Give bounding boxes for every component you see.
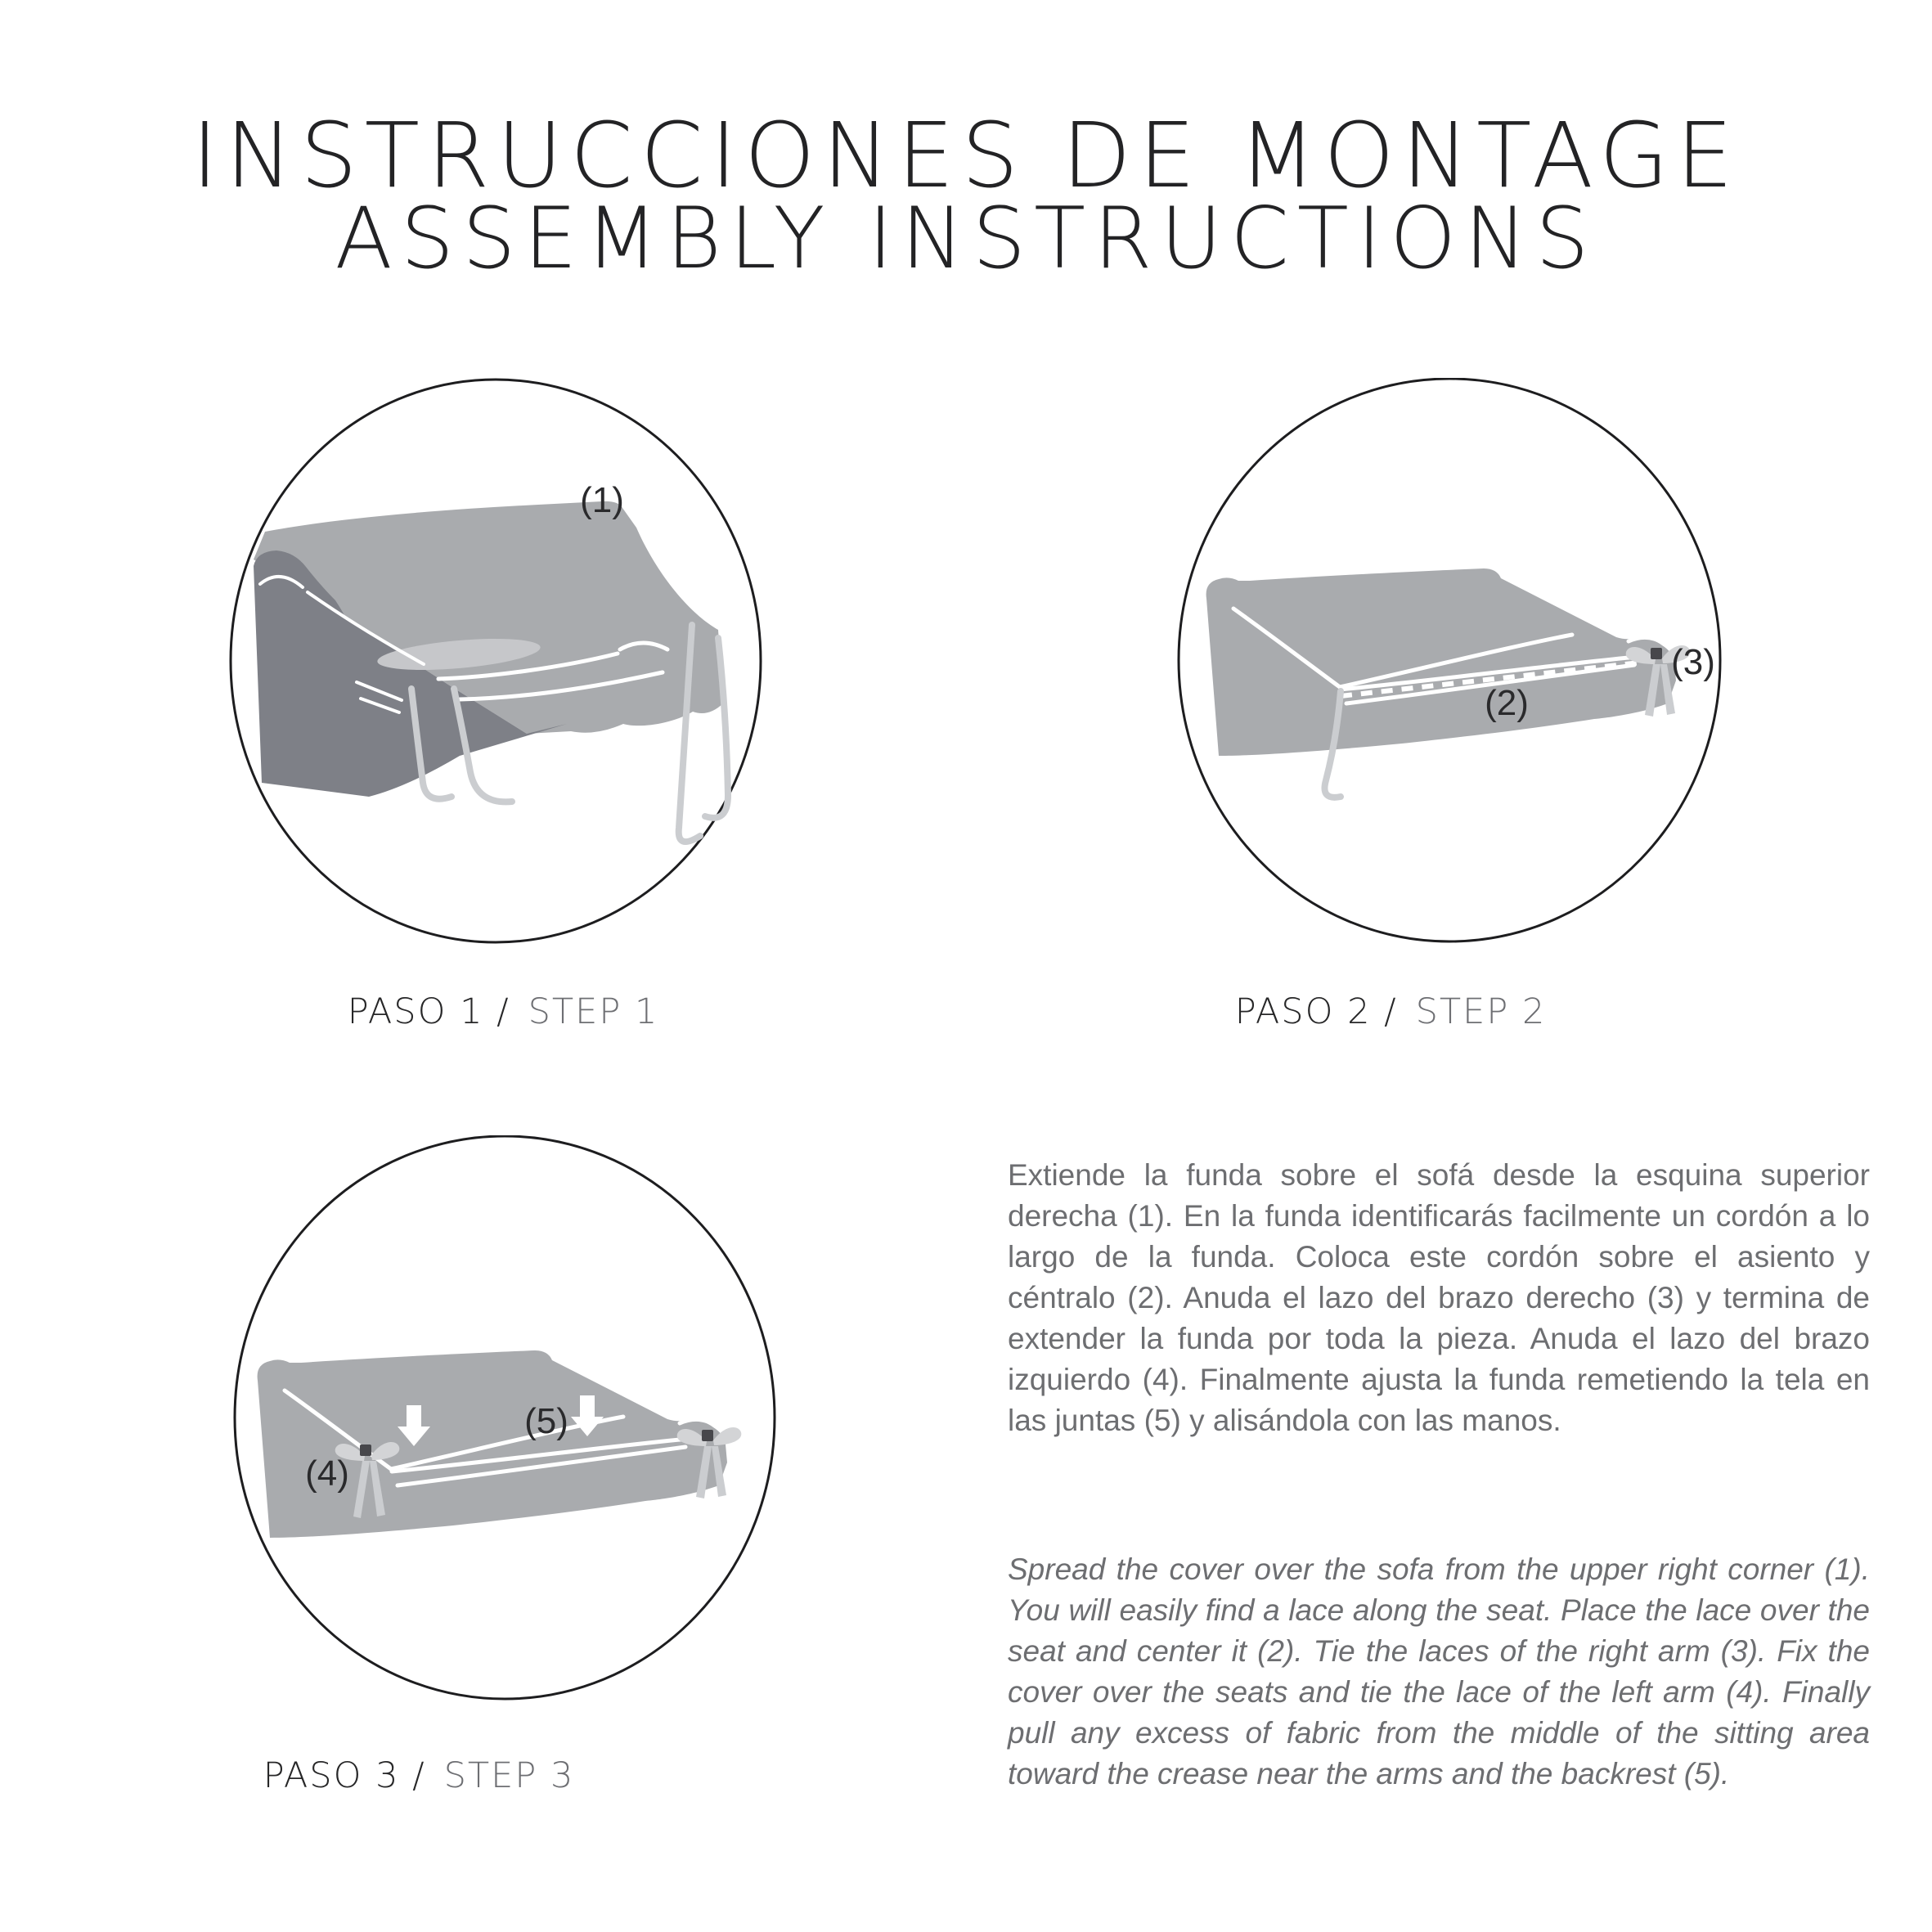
callout-4: (4) (305, 1453, 349, 1494)
caption-paso-3: PASO 3 / (263, 1755, 426, 1796)
caption-step-label-3: STEP 3 (443, 1755, 575, 1796)
caption-step-3 (133, 1755, 705, 1796)
instructions-english: Spread the cover over the sofa from the upper right corner (1). You will easily find a lace along the seat. Place the lace over the seat and center it (2). Tie the laces of the right arm (3). Fix the cover over the seats and tie the lace of the left arm (4). Finally pull any excess of fabric from the middle of the sitting area toward the crease near the arms and the backrest (5). (1008, 1552, 1870, 1790)
step-1-illustration (211, 378, 775, 944)
figure-step-3 (222, 1135, 787, 1701)
instructions-spanish: Extiende la funda sobre el sofá desde la esquina superior derecha (1). En la funda identificarás facilmente un cordón a lo largo de la funda. Coloca este cordón sobre el asiento y céntralo (2). Anuda el lazo del brazo derecho (3) y termina de extender la funda por toda la pieza. Anuda el lazo del brazo izquierdo (4). Finalmente ajusta la funda remetiendo la tela en las juntas (5) y alisándola con las manos. (1008, 1158, 1870, 1437)
caption-paso-2: PASO 2 / (1234, 991, 1398, 1032)
figure-step-2 (1176, 378, 1741, 944)
page-title-spanish: INSTRUCCIONES DE MONTAGE (191, 103, 1741, 208)
step-3-illustration (222, 1135, 787, 1701)
callout-3: (3) (1671, 642, 1715, 682)
callout-1: (1) (580, 480, 624, 520)
callout-2: (2) (1485, 683, 1529, 723)
caption-paso-1: PASO 1 / (347, 991, 510, 1032)
page-title-english: ASSEMBLY INSTRUCTIONS (335, 190, 1597, 288)
caption-step-label-1: STEP 1 (528, 991, 659, 1032)
caption-step-2 (1104, 991, 1677, 1032)
callout-5: (5) (524, 1401, 568, 1441)
caption-step-1 (217, 991, 789, 1032)
caption-step-label-2: STEP 2 (1415, 991, 1547, 1032)
figure-step-1 (211, 378, 775, 944)
step-2-illustration (1176, 378, 1741, 944)
